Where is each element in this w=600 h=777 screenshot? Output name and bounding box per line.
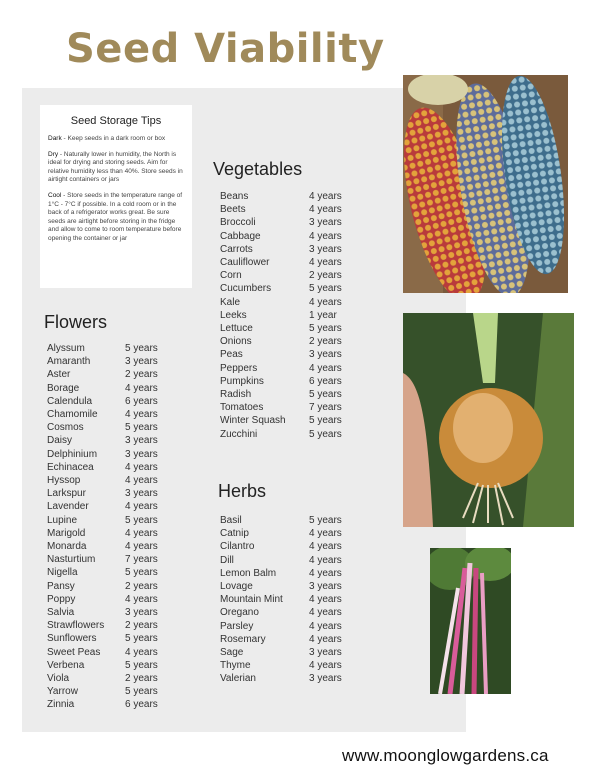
list-item <box>220 216 342 229</box>
viability-years: 4 years <box>309 191 342 202</box>
plant-name: Calendula <box>47 395 93 407</box>
plant-name: Corn <box>220 270 242 282</box>
list-item <box>47 619 158 632</box>
plant-name: Sage <box>220 647 244 659</box>
rainbow-chard-photo <box>430 548 511 694</box>
plant-name: Delphinium <box>47 448 98 460</box>
viability-years: 2 years <box>125 580 158 592</box>
plant-name: Zucchini <box>220 428 258 440</box>
list-item <box>47 540 158 553</box>
plant-name: Broccoli <box>220 217 256 229</box>
viability-years: 3 years <box>125 448 158 460</box>
tip-term: Cool <box>48 191 62 199</box>
list-item <box>220 401 342 414</box>
viability-years: 4 years <box>309 607 342 619</box>
plant-name: Borage <box>47 382 80 394</box>
viability-years: 6 years <box>125 395 158 407</box>
plant-name: Lavender <box>47 501 89 513</box>
tip-term: Dry <box>48 150 59 158</box>
list-item <box>220 567 342 580</box>
plant-name: Alyssum <box>47 343 85 354</box>
list-item <box>220 414 342 427</box>
viability-years: 5 years <box>309 428 342 440</box>
viability-years: 3 years <box>125 356 158 368</box>
list-item <box>47 685 158 698</box>
list-item <box>220 348 342 361</box>
plant-name: Carrots <box>220 243 253 255</box>
viability-years: 3 years <box>309 217 342 229</box>
viability-years: 5 years <box>309 415 342 427</box>
list-item <box>47 408 158 421</box>
plant-name: Oregano <box>220 607 259 619</box>
seed-storage-tips-card <box>40 105 192 288</box>
list-item <box>47 461 158 474</box>
onion-in-hand-photo <box>403 313 574 527</box>
viability-years: 4 years <box>125 409 158 421</box>
list-item <box>47 553 158 566</box>
list-item <box>47 566 158 579</box>
plant-name: Leeks <box>220 309 247 321</box>
plant-name: Tomatoes <box>220 402 264 414</box>
viability-years: 2 years <box>125 369 158 381</box>
plant-name: Thyme <box>220 660 251 672</box>
viability-years: 4 years <box>125 593 158 605</box>
viability-years: 4 years <box>309 230 342 242</box>
viability-years: 4 years <box>309 528 342 540</box>
viability-years: 2 years <box>309 270 342 282</box>
viability-years: 2 years <box>309 336 342 348</box>
plant-name: Viola <box>47 673 70 685</box>
plant-name: Sunflowers <box>47 633 97 645</box>
list-item <box>220 309 342 322</box>
plant-name: Peppers <box>220 362 258 374</box>
plant-name: Beans <box>220 191 249 202</box>
plant-name: Cosmos <box>47 422 84 434</box>
list-item <box>220 606 342 619</box>
flowers-title: Flowers <box>44 312 108 332</box>
tip-text: - Keep seeds in a dark room or box <box>61 135 166 142</box>
list-item <box>47 514 158 527</box>
viability-years: 2 years <box>125 673 158 685</box>
page-title: Seed Viability <box>66 26 385 72</box>
list-item <box>220 514 342 527</box>
viability-years: 5 years <box>309 323 342 335</box>
viability-years: 4 years <box>309 554 342 566</box>
list-item <box>220 322 342 335</box>
list-item <box>220 230 342 243</box>
viability-years: 3 years <box>309 349 342 361</box>
viability-years: 4 years <box>125 475 158 487</box>
plant-name: Aster <box>47 369 71 381</box>
viability-years: 4 years <box>125 461 158 473</box>
plant-name: Basil <box>220 515 242 526</box>
list-item <box>47 646 158 659</box>
list-item <box>220 256 342 269</box>
list-item <box>47 593 158 606</box>
list-item <box>47 606 158 619</box>
plant-name: Chamomile <box>47 409 98 421</box>
viability-years: 3 years <box>309 581 342 593</box>
list-item <box>47 355 158 368</box>
list-item <box>220 428 342 441</box>
viability-years: 4 years <box>309 257 342 269</box>
plant-name: Amaranth <box>47 356 91 368</box>
website-url[interactable]: www.moonglowgardens.ca <box>342 746 549 765</box>
list-item <box>220 527 342 540</box>
viability-years: 2 years <box>125 620 158 632</box>
plant-name: Strawflowers <box>47 620 105 632</box>
list-item <box>220 335 342 348</box>
tip-text: - Store seeds in the temperature range of 1°C - 7°C if possible. In a cold room or in the back of a refrigerator works great. Be sure seeds are airtight before storing in the fridge and allow to come to room temperature before opening the container or jar <box>48 191 183 242</box>
tips-title: Seed Storage Tips <box>70 115 162 127</box>
tip-dark <box>48 135 184 144</box>
viability-years: 3 years <box>125 488 158 500</box>
herbs-title: Herbs <box>218 481 267 501</box>
list-item <box>47 500 158 513</box>
list-item <box>47 342 158 355</box>
plant-name: Monarda <box>47 541 87 553</box>
list-item <box>220 203 342 216</box>
plant-name: Valerian <box>220 673 256 685</box>
plant-name: Larkspur <box>47 488 86 500</box>
viability-years: 4 years <box>309 567 342 579</box>
plant-name: Lupine <box>47 514 78 526</box>
plant-name: Hyssop <box>47 475 81 487</box>
viability-years: 5 years <box>309 283 342 295</box>
viability-years: 4 years <box>309 362 342 374</box>
viability-years: 3 years <box>309 243 342 255</box>
plant-name: Poppy <box>47 593 76 605</box>
list-item <box>220 269 342 282</box>
plant-name: Kale <box>220 296 241 308</box>
plant-name: Lettuce <box>220 323 253 335</box>
plant-name: Cucumbers <box>220 283 272 295</box>
viability-years: 5 years <box>125 343 158 354</box>
viability-years: 5 years <box>125 686 158 698</box>
list-item <box>47 580 158 593</box>
plant-name: Dill <box>220 554 234 566</box>
tip-text: - Naturally lower in humidity, the North is ideal for drying and storing seeds. Aim for relative humidity less than 40%. Store seeds in airtight containers or jars <box>48 150 183 184</box>
list-item <box>47 527 158 540</box>
plant-name: Echinacea <box>47 461 94 473</box>
plant-name: Beets <box>220 204 246 216</box>
list-item <box>220 375 342 388</box>
list-item <box>220 190 342 203</box>
viability-years: 4 years <box>125 646 158 658</box>
list-item <box>220 554 342 567</box>
viability-years: 4 years <box>125 527 158 539</box>
plant-name: Catnip <box>220 528 249 540</box>
viability-years: 6 years <box>125 699 158 711</box>
viability-years: 4 years <box>309 594 342 606</box>
plant-name: Yarrow <box>47 686 78 698</box>
glass-gem-corn-photo <box>403 75 568 293</box>
list-item <box>220 362 342 375</box>
viability-years: 4 years <box>309 204 342 216</box>
corn-illustration <box>403 75 568 293</box>
list-item <box>220 388 342 401</box>
plant-name: Verbena <box>47 659 85 671</box>
viability-years: 1 year <box>309 309 337 321</box>
viability-years: 5 years <box>125 422 158 434</box>
plant-name: Lovage <box>220 581 253 593</box>
list-item <box>220 659 342 672</box>
plant-name: Sweet Peas <box>47 646 101 658</box>
viability-years: 3 years <box>125 435 158 447</box>
plant-name: Cauliflower <box>220 257 270 269</box>
vegetables-list <box>220 190 342 441</box>
viability-years: 5 years <box>309 515 342 526</box>
chard-illustration <box>430 548 511 694</box>
plant-name: Daisy <box>47 435 73 447</box>
tip-dry <box>48 151 184 185</box>
list-item <box>47 421 158 434</box>
plant-name: Nasturtium <box>47 554 96 566</box>
plant-name: Nigella <box>47 567 78 579</box>
list-item <box>220 296 342 309</box>
viability-years: 3 years <box>125 607 158 619</box>
plant-name: Rosemary <box>220 633 266 645</box>
viability-years: 4 years <box>309 541 342 553</box>
plant-name: Pansy <box>47 580 75 592</box>
plant-name: Pumpkins <box>220 375 264 387</box>
list-item <box>47 448 158 461</box>
list-item <box>47 698 158 711</box>
viability-years: 4 years <box>309 296 342 308</box>
plant-name: Mountain Mint <box>220 594 283 606</box>
plant-name: Peas <box>220 349 243 361</box>
list-item <box>47 487 158 500</box>
list-item <box>47 395 158 408</box>
plant-name: Lemon Balm <box>220 567 277 579</box>
viability-years: 3 years <box>309 673 342 685</box>
list-item <box>220 243 342 256</box>
plant-name: Parsley <box>220 620 254 632</box>
list-item <box>47 382 158 395</box>
viability-years: 5 years <box>125 633 158 645</box>
plant-name: Marigold <box>47 527 86 539</box>
list-item <box>47 632 158 645</box>
tip-term: Dark <box>48 135 62 142</box>
plant-name: Cilantro <box>220 541 255 553</box>
viability-years: 4 years <box>309 660 342 672</box>
list-item <box>220 633 342 646</box>
flowers-list <box>47 342 158 712</box>
list-item <box>47 659 158 672</box>
plant-name: Winter Squash <box>220 415 286 427</box>
viability-years: 4 years <box>309 620 342 632</box>
list-item <box>220 593 342 606</box>
viability-years: 7 years <box>309 402 342 414</box>
viability-years: 7 years <box>125 554 158 566</box>
viability-years: 5 years <box>125 659 158 671</box>
viability-years: 4 years <box>125 501 158 513</box>
list-item <box>47 672 158 685</box>
viability-years: 5 years <box>125 514 158 526</box>
herbs-list <box>220 514 342 686</box>
plant-name: Salvia <box>47 607 75 619</box>
plant-name: Cabbage <box>220 230 261 242</box>
tip-cool <box>48 192 184 244</box>
plant-name: Onions <box>220 336 252 348</box>
plant-name: Zinnia <box>47 699 75 711</box>
list-item <box>47 474 158 487</box>
viability-years: 5 years <box>125 567 158 579</box>
list-item <box>220 646 342 659</box>
viability-years: 6 years <box>309 375 342 387</box>
viability-years: 4 years <box>125 541 158 553</box>
onion-illustration <box>403 313 574 527</box>
viability-years: 5 years <box>309 389 342 401</box>
list-item <box>47 434 158 447</box>
list-item <box>220 282 342 295</box>
list-item <box>47 368 158 381</box>
viability-years: 4 years <box>125 382 158 394</box>
list-item <box>220 580 342 593</box>
plant-name: Radish <box>220 389 252 401</box>
list-item <box>220 620 342 633</box>
list-item <box>220 672 342 685</box>
viability-years: 3 years <box>309 647 342 659</box>
vegetables-title: Vegetables <box>213 159 303 179</box>
list-item <box>220 540 342 553</box>
viability-years: 4 years <box>309 633 342 645</box>
